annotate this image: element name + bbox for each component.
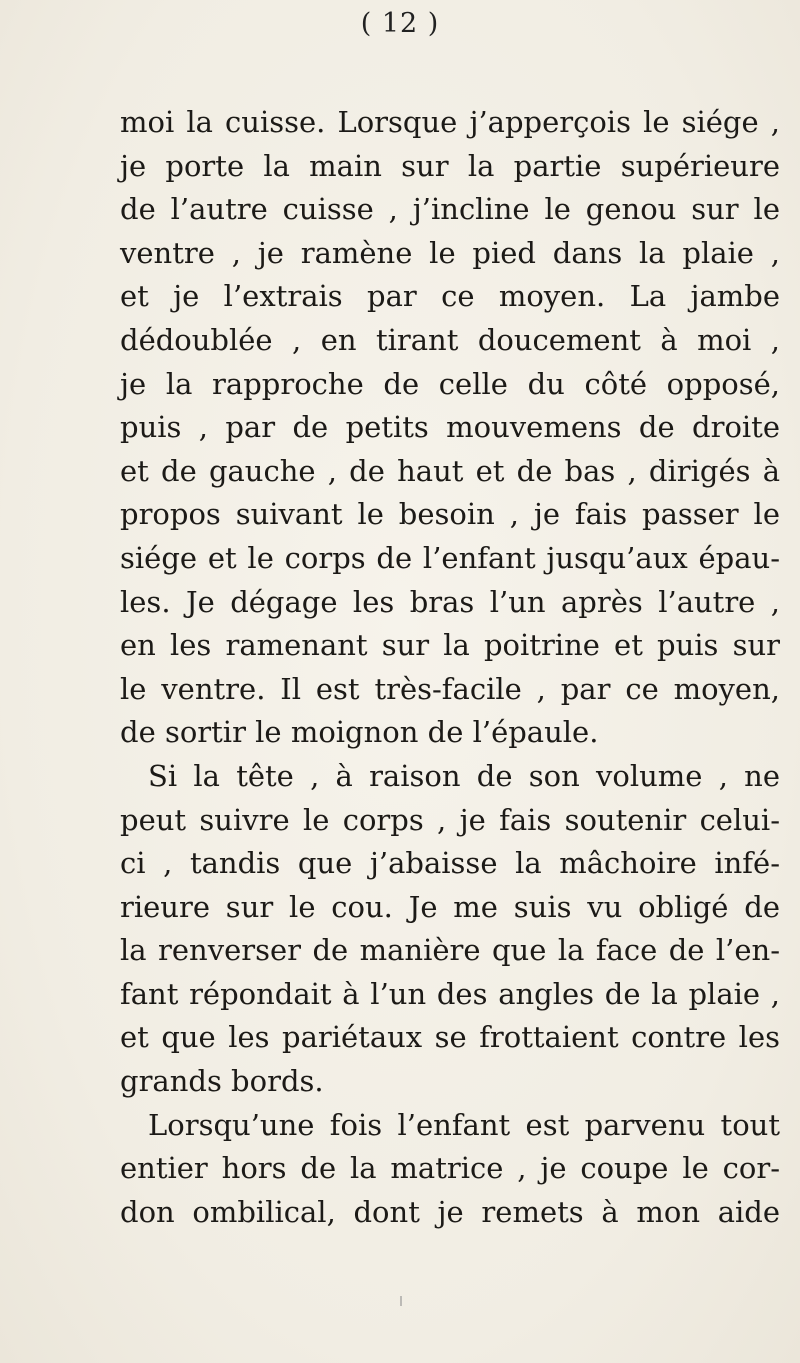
text-line: les. Je dégage les bras l’un après l’autre , bbox=[120, 584, 780, 619]
text-line: siége et le corps de l’enfant jusqu’aux épau- bbox=[120, 540, 780, 575]
text-line: je porte la main sur la partie supérieure bbox=[120, 148, 780, 183]
text-line: et je l’extrais par ce moyen. La jambe bbox=[120, 279, 780, 314]
text-line: propos suivant le besoin , je fais passer le bbox=[120, 497, 780, 532]
paragraph-start-line: Si la tête , à raison de son volume , ne bbox=[148, 758, 780, 793]
text-line: dédoublée , en tirant doucement à moi , bbox=[120, 322, 780, 357]
text-line: la renverser de manière que la face de l’en- bbox=[120, 933, 780, 968]
text-line: rieure sur le cou. Je me suis vu obligé de bbox=[120, 889, 780, 924]
paper-speck bbox=[400, 1296, 402, 1306]
text-line: don ombilical, dont je remets à mon aide bbox=[120, 1194, 780, 1229]
text-line: de l’autre cuisse , j’incline le genou sur le bbox=[120, 192, 780, 227]
text-line: ci , tandis que j’abaisse la mâchoire infé- bbox=[120, 846, 780, 881]
text-line: peut suivre le corps , je fais soutenir celui- bbox=[120, 802, 780, 837]
text-line: et que les pariétaux se frottaient contre les bbox=[120, 1020, 780, 1055]
text-line: puis , par de petits mouvemens de droite bbox=[120, 410, 780, 445]
text-line: je la rapproche de celle du côté opposé, bbox=[120, 366, 780, 401]
body-text bbox=[120, 101, 780, 1234]
text-line: moi la cuisse. Lorsque j’apperçois le siége , bbox=[120, 105, 780, 139]
paragraph-start-line: Lorsqu’une fois l’enfant est parvenu tout bbox=[148, 1107, 780, 1142]
text-line: ventre , je ramène le pied dans la plaie , bbox=[120, 235, 780, 270]
text-line: en les ramenant sur la poitrine et puis sur bbox=[120, 628, 780, 663]
text-line: et de gauche , de haut et de bas , dirigés à bbox=[120, 453, 780, 488]
text-line: le ventre. Il est très-facile , par ce moyen, bbox=[120, 671, 780, 706]
page-number: ( 12 ) bbox=[360, 8, 440, 39]
text-line: de sortir le moignon de l’épaule. bbox=[120, 715, 599, 750]
text-line: fant répondait à l’un des angles de la plaie , bbox=[120, 976, 780, 1011]
text-line: grands bords. bbox=[120, 1064, 324, 1099]
text-line: entier hors de la matrice , je coupe le cor- bbox=[120, 1151, 780, 1186]
